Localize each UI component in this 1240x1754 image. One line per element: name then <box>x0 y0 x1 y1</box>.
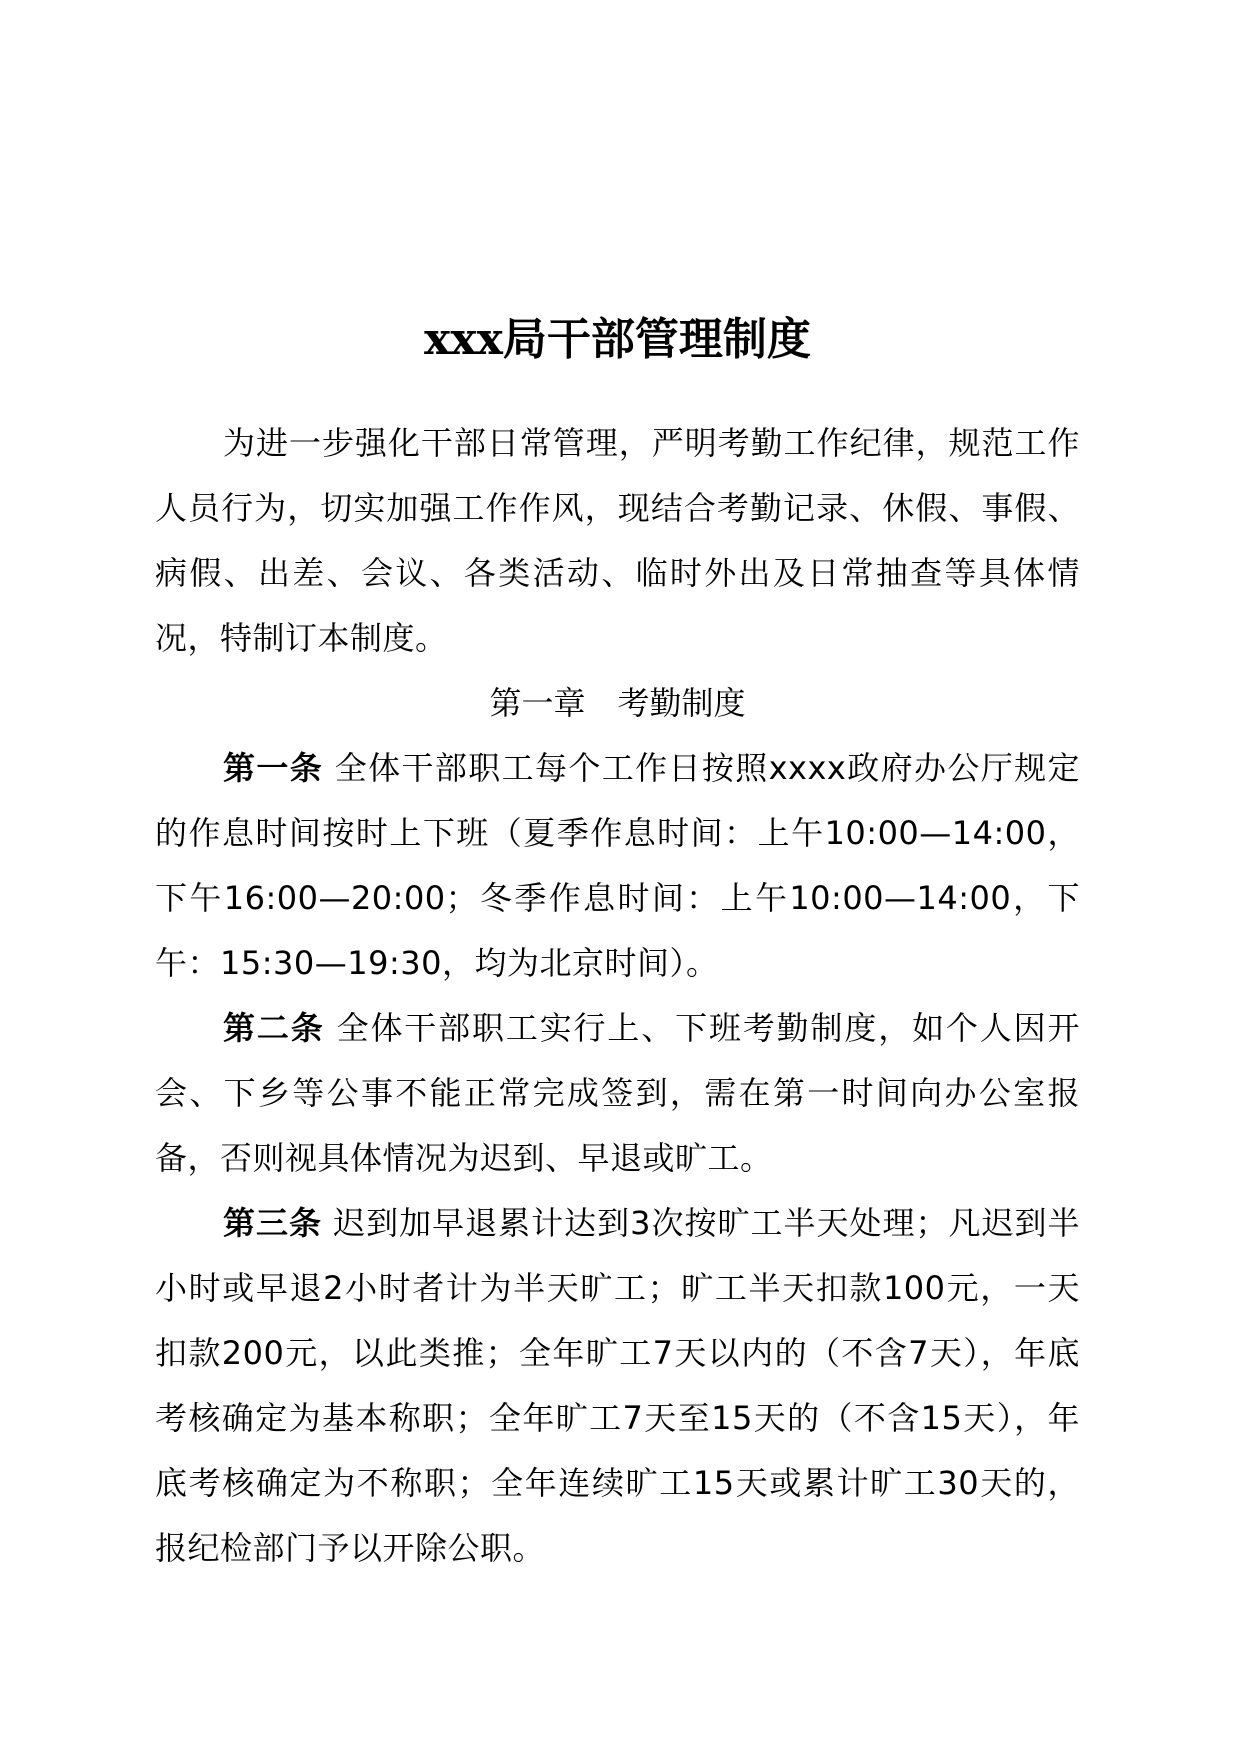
intro-paragraph: 为进一步强化干部日常管理，严明考勤工作纪律，规范工作人员行为，切实加强工作作风，现结合考勤记录、休假、事假、病假、出差、会议、各类活动、临时外出及日常抽查等具体情况，特制订本制度。 <box>155 424 1080 657</box>
article-3-text: 迟到加早退累计达到3次按旷工半天处理；凡迟到半小时或早退2小时者计为半天旷工；旷工半天扣款100元，一天扣款200元，以此类推；全年旷工7天以内的（不含7天），年底考核确定为基本称职；全年旷工7天至15天的（不含15天），年底考核确定为不称职；全年连续旷工15天或累计旷工30天的，报纪检部门予以开除公职。 <box>155 1204 1080 1567</box>
article-2-text: 全体干部职工实行上、下班考勤制度，如个人因开会、下乡等公事不能正常完成签到，需在第一时间向办公室报备，否则视具体情况为迟到、早退或旷工。 <box>155 1009 1080 1177</box>
article-1 <box>155 736 1080 996</box>
article-1-label: 第一条 <box>223 749 324 787</box>
article-3-label: 第三条 <box>223 1204 322 1242</box>
chapter-heading: 第一章 考勤制度 <box>489 684 746 722</box>
article-3 <box>155 1191 1080 1581</box>
article-1-text: 全体干部职工每个工作日按照xxxx政府办公厅规定的作息时间按时上下班（夏季作息时间：上午10:00—14:00，下午16:00—20:00；冬季作息时间：上午10:00—14:00，下午：15:30—19:30，均为北京时间）。 <box>155 749 1080 982</box>
document-title: xxx局干部管理制度 <box>424 314 811 365</box>
article-2-label: 第二条 <box>223 1009 325 1047</box>
article-2 <box>155 996 1080 1191</box>
